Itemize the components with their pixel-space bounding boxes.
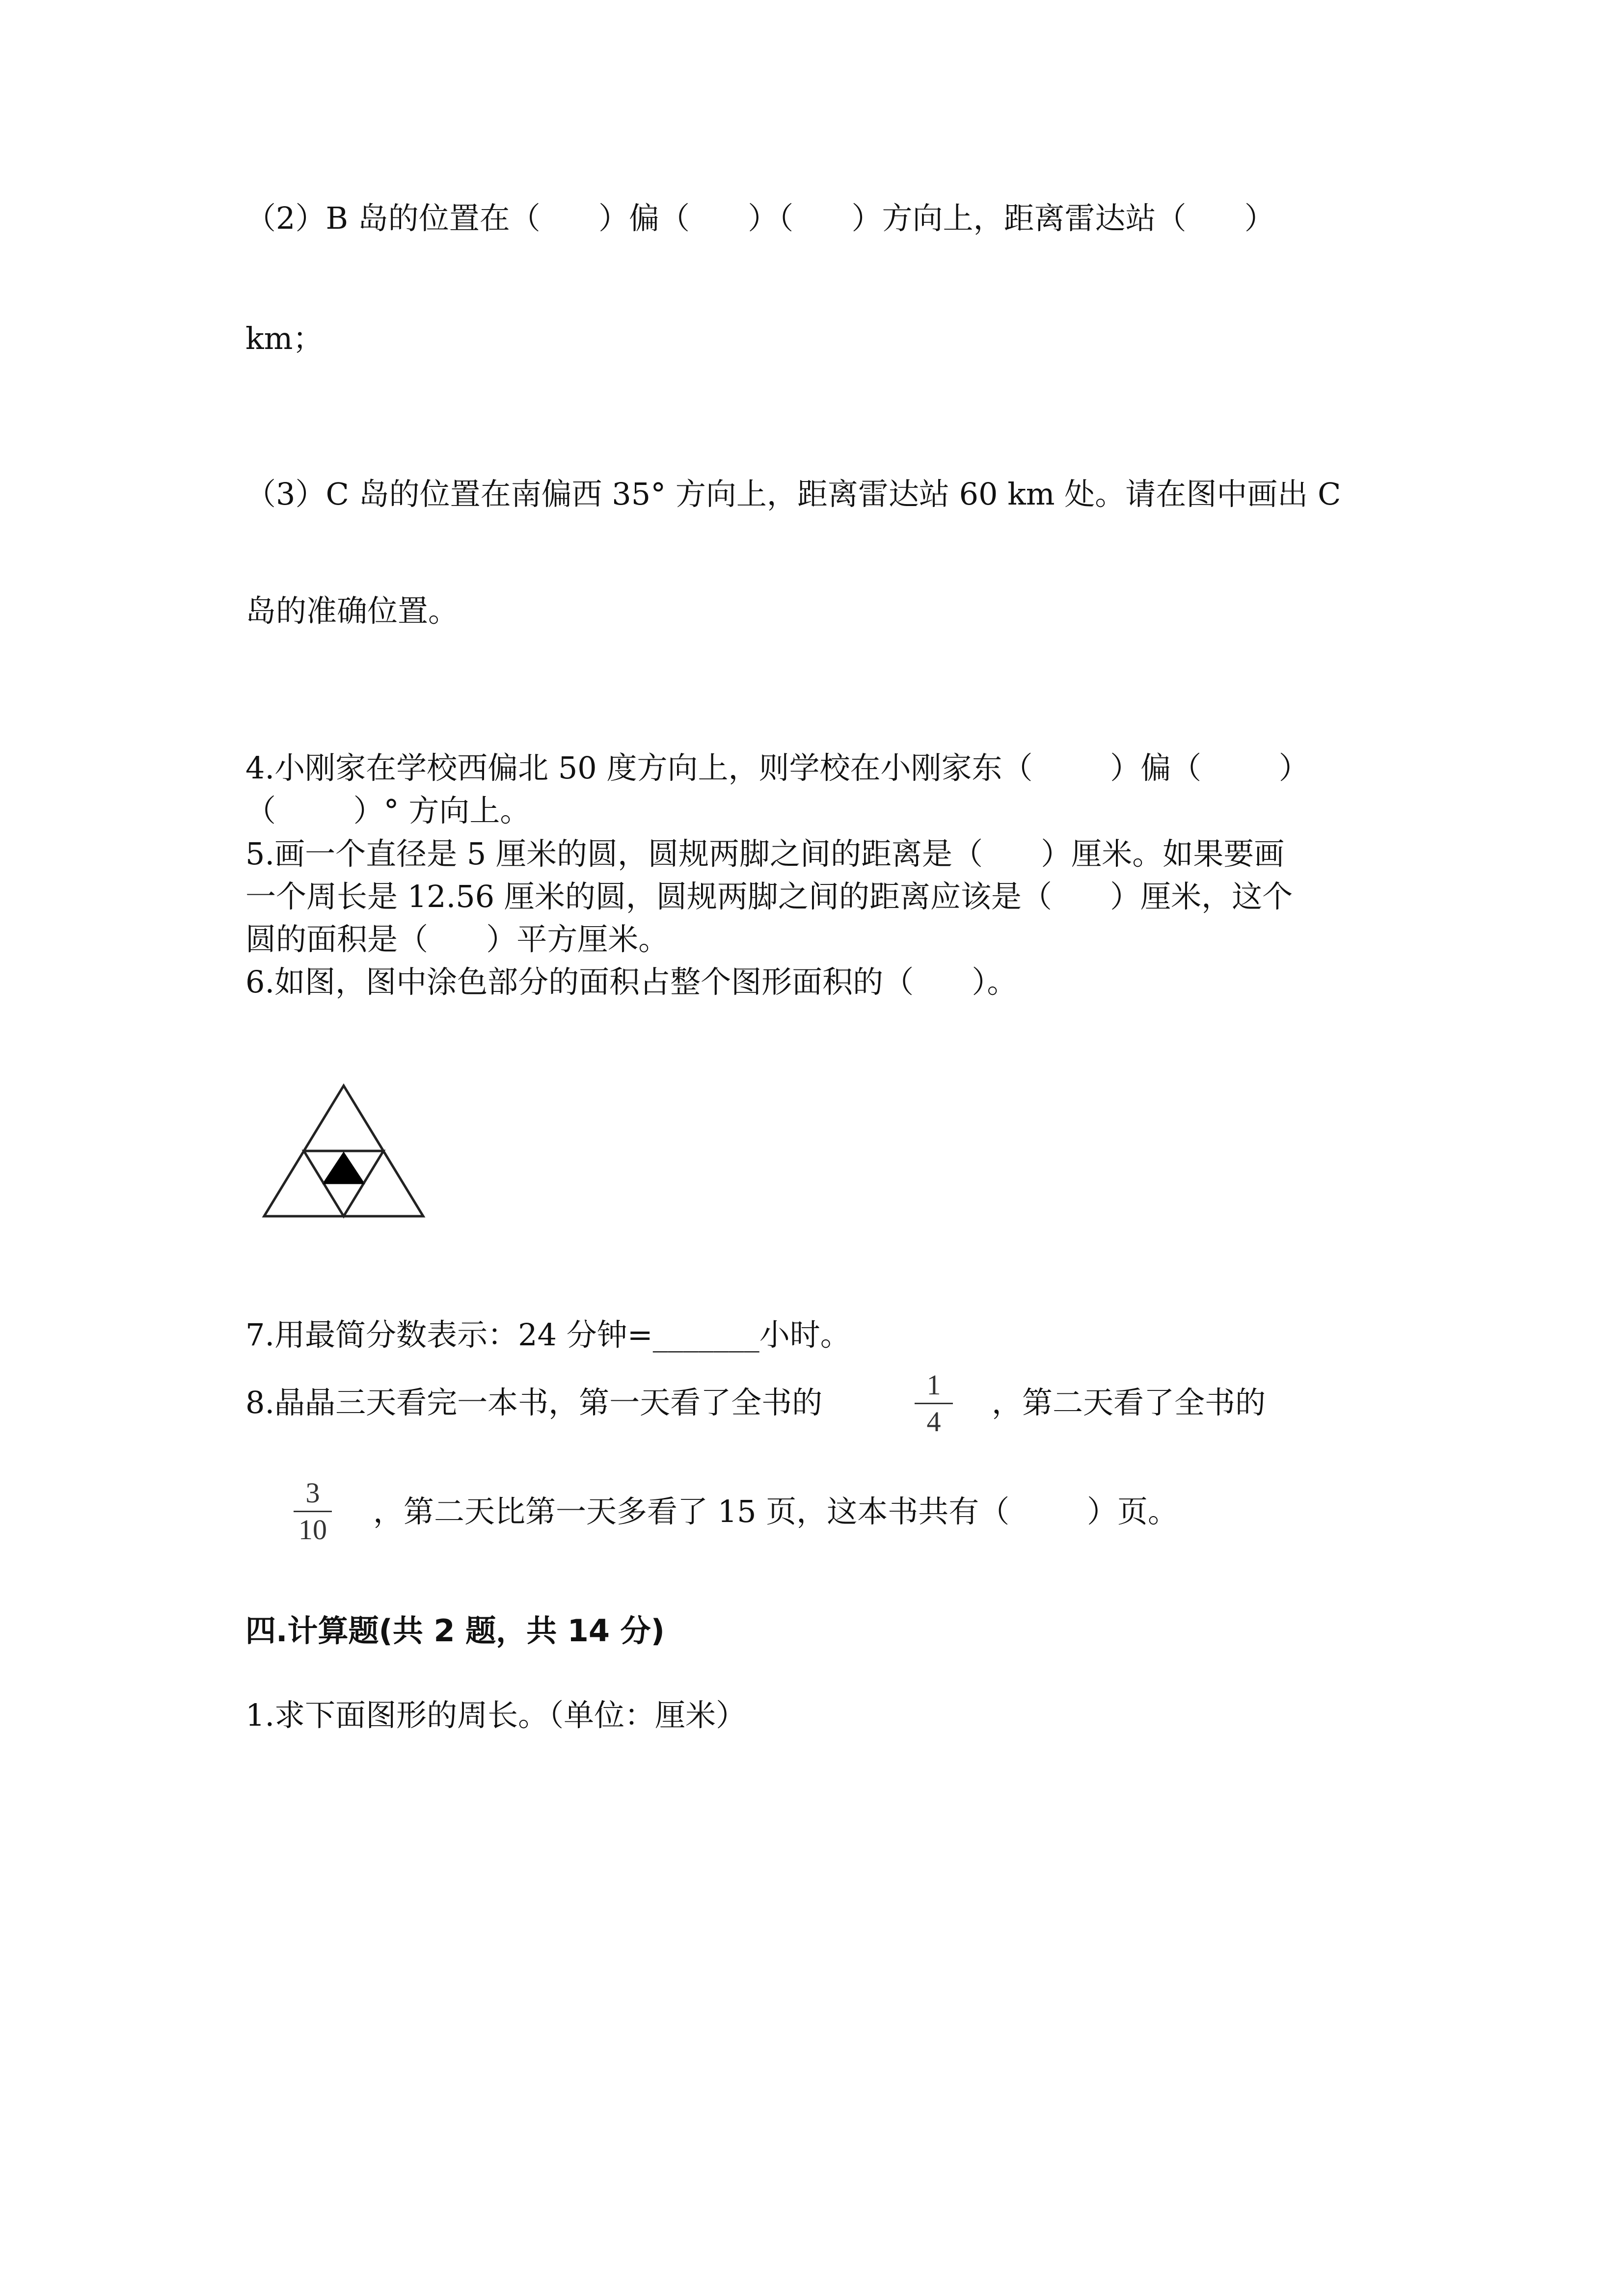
fraction-bar — [294, 1511, 332, 1512]
fraction-numerator: 3 — [305, 1477, 320, 1509]
question-3-2-line-2: km； — [245, 320, 324, 356]
inner-edge-left — [304, 1151, 324, 1183]
inner-edge-right — [364, 1151, 383, 1183]
question-6-line-1: 6.如图，图中涂色部分的面积占整个图形面积的（ ）。 — [245, 964, 1018, 1000]
fraction-one-quarter — [912, 1369, 956, 1438]
calculation-question-1: 1.求下面图形的周长。（单位：厘米） — [245, 1697, 747, 1733]
shaded-center-triangle — [324, 1153, 364, 1183]
question-4-line-2: （ ）° 方向上。 — [245, 793, 531, 828]
fraction-three-tenths — [291, 1477, 335, 1546]
question-5-line-2: 一个周长是 12.56 厘米的圆，圆规两脚之间的距离应该是（ ）厘米，这个 — [245, 879, 1293, 914]
question-3-3-line-2: 岛的准确位置。 — [245, 593, 459, 629]
question-8-line-2: ，第二天比第一天多看了 15 页，这本书共有（ ）页。 — [373, 1494, 1178, 1529]
section-4-heading: 四.计算题(共 2 题，共 14 分) — [245, 1613, 665, 1649]
question-5-line-1: 5.画一个直径是 5 厘米的圆，圆规两脚之间的距离是（ ）厘米。如果要画 — [245, 836, 1285, 872]
question-8-line-1-start: 8.晶晶三天看完一本书，第一天看了全书的 — [245, 1385, 823, 1420]
question-7-line-1: 7.用最简分数表示：24 分钟=_______小时。 — [245, 1317, 851, 1353]
question-3-2-line-1: （2）B 岛的位置在（ ）偏（ ）（ ）方向上，距离雷达站（ ） — [245, 200, 1275, 236]
nested-triangle-figure — [255, 1080, 432, 1227]
fraction-numerator: 1 — [926, 1369, 941, 1401]
fraction-denominator: 10 — [298, 1514, 327, 1546]
question-4-line-1: 4.小刚家在学校西偏北 50 度方向上，则学校在小刚家东（ ）偏（ ） — [245, 750, 1309, 786]
question-3-3-line-1: （3）C 岛的位置在南偏西 35° 方向上，距离雷达站 60 km 处。请在图中画出 C — [245, 476, 1341, 512]
fraction-bar — [915, 1403, 953, 1404]
question-8-line-1-end: ，第二天看了全书的 — [992, 1385, 1266, 1420]
question-5-line-3: 圆的面积是（ ）平方厘米。 — [245, 921, 669, 957]
fraction-denominator: 4 — [926, 1406, 941, 1438]
